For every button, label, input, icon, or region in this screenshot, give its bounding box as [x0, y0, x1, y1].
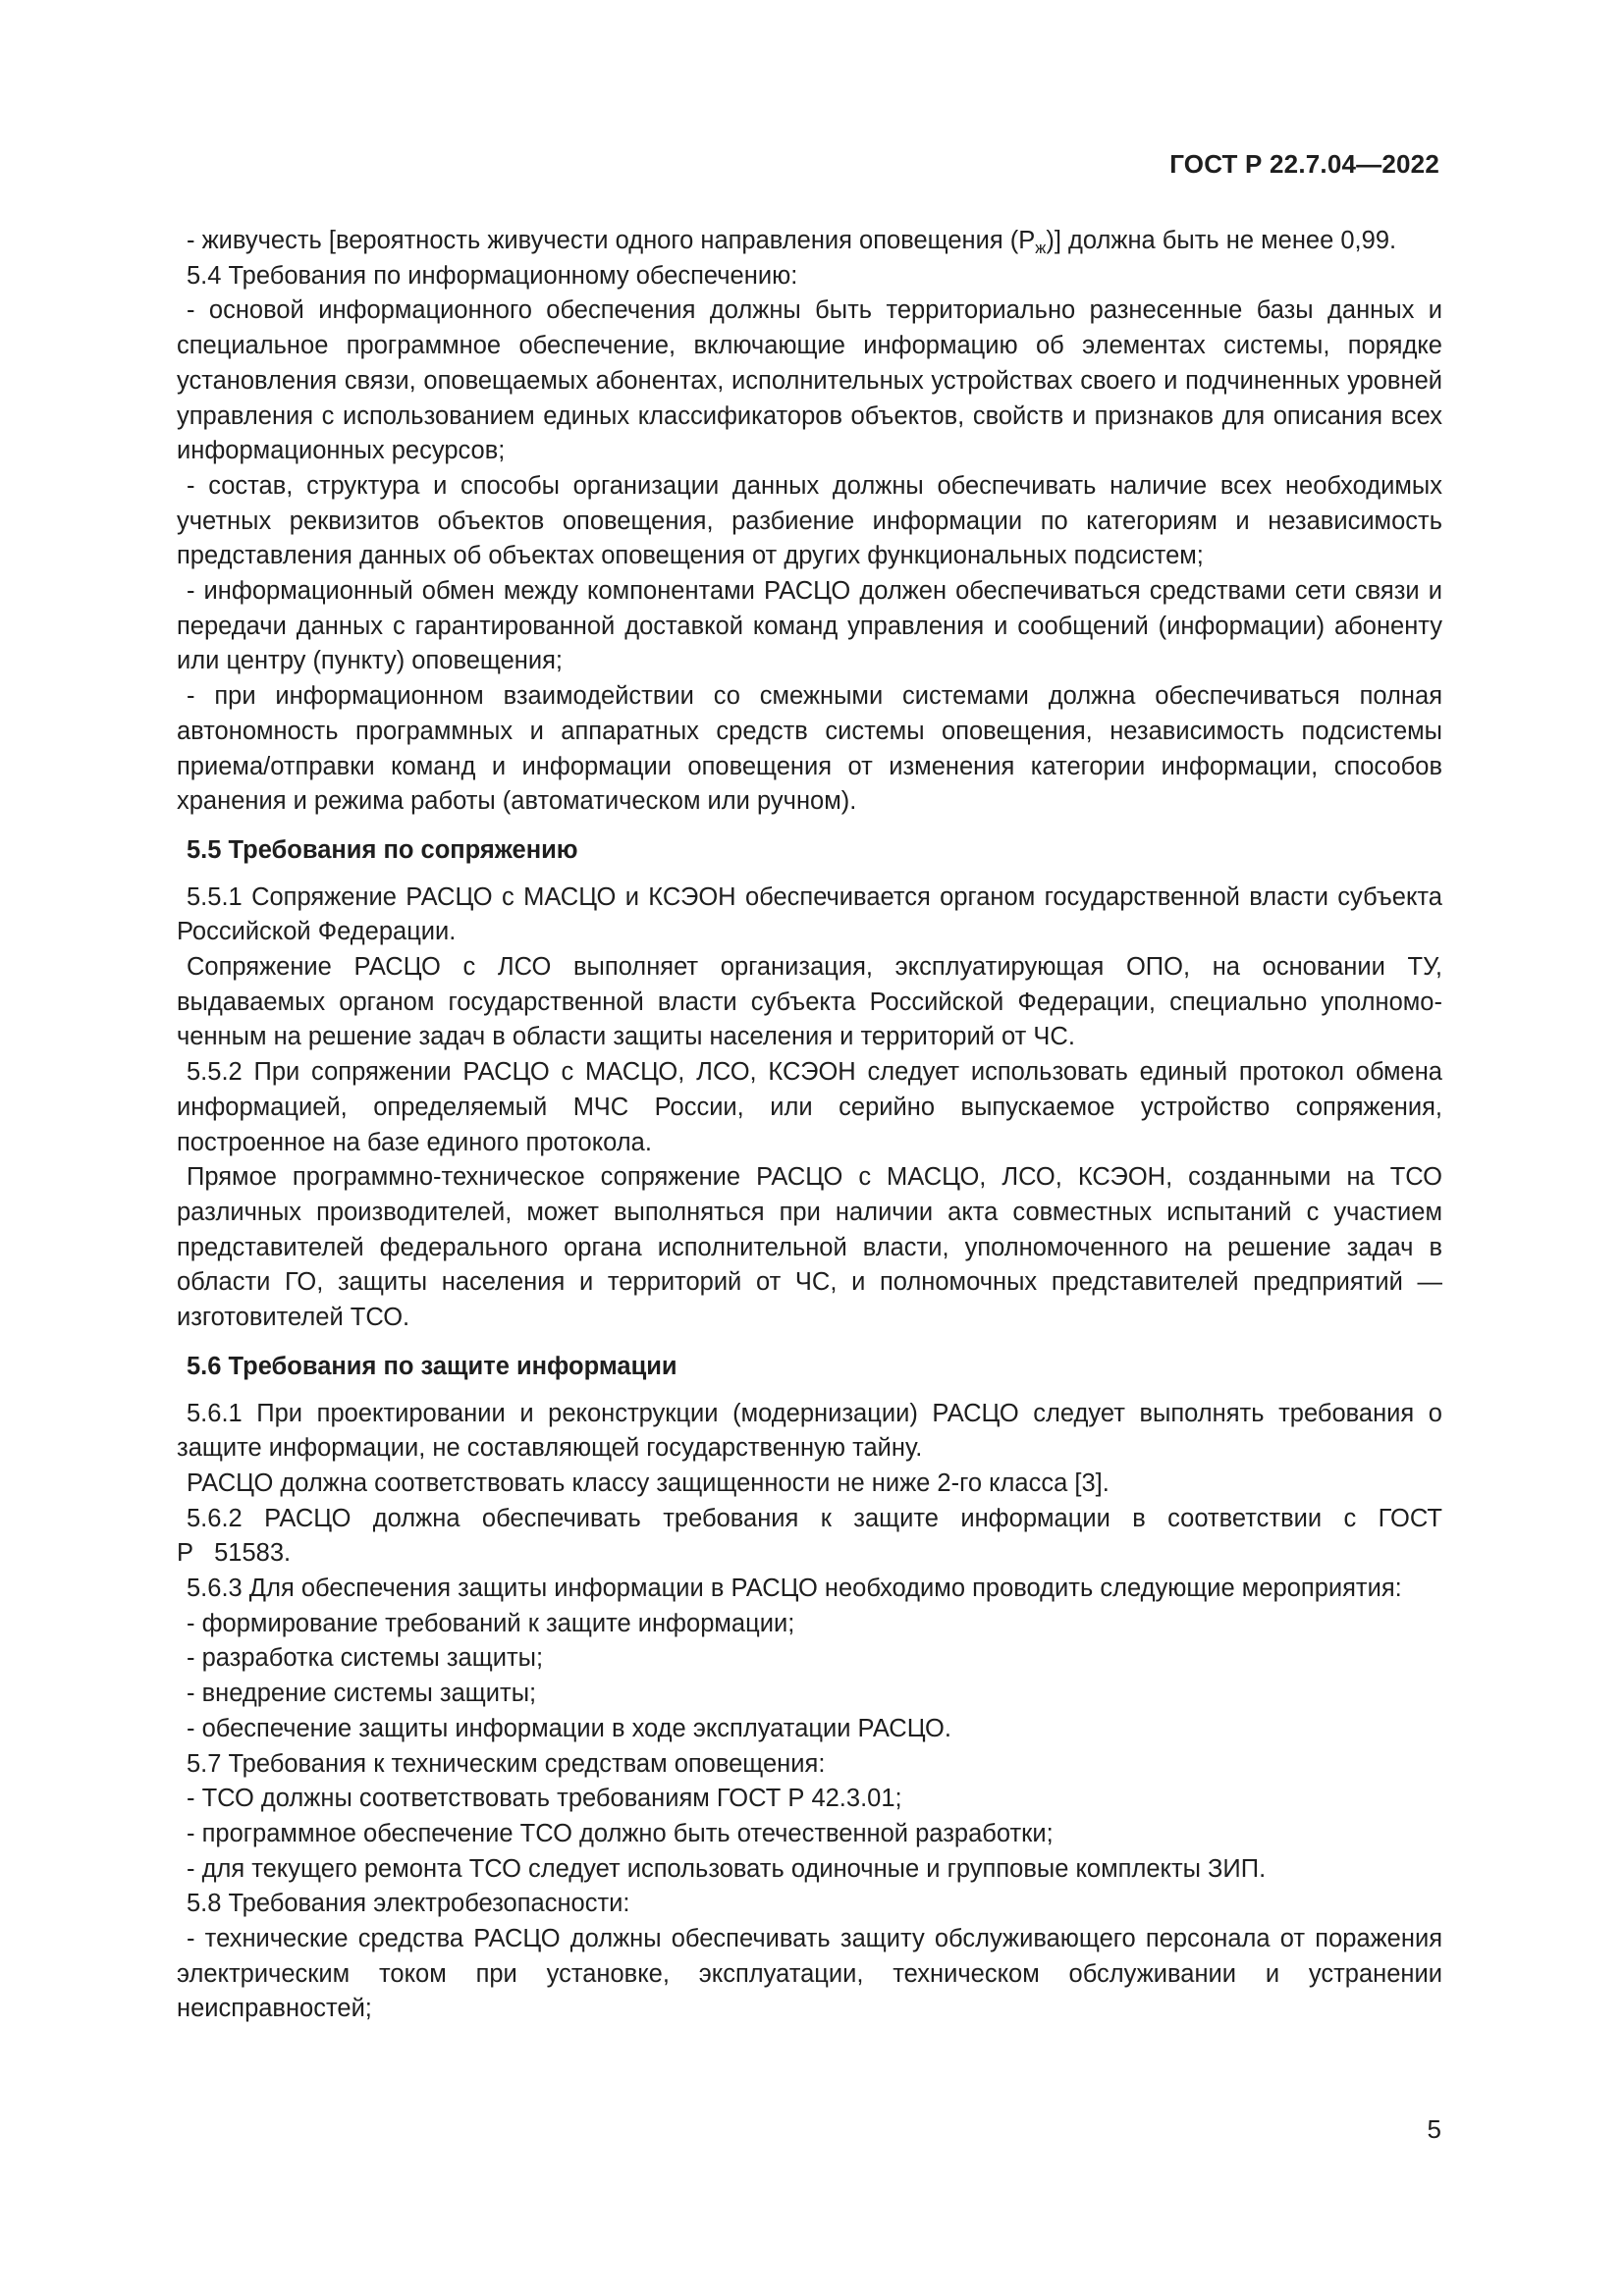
paragraph: Сопряжение РАСЦО с ЛСО выполняет организация, эксплуатирующая ОПО, на основании ТУ, выдаваемых органом государственной власти субъекта Российской Федерации, специально уполномоченным на решение задач в области защиты населения и территорий от ЧС.: [177, 953, 1442, 1051]
list-item: - обеспечение защиты информации в ходе эксплуатации РАСЦО.: [187, 1714, 951, 1742]
list-item: - разработка системы защиты;: [187, 1644, 544, 1673]
paragraph: Прямое программно-техническое сопряжение РАСЦО с МАСЦО, ЛСО, КСЭОН, созданными на ТСО различных производителей, может выполняться при наличии акта совместных испытаний с участием представителей федерального органа исполнительной власти, уполномоченного на решение задач в области ГО, защиты населения и территорий от ЧС, и полномочных представителей предприятий — изготовителей ТСО.: [177, 1163, 1442, 1332]
paragraph: РАСЦО должна соответствовать классу защищенности не ниже 2-го класса [3].: [187, 1468, 1110, 1497]
paragraph: [177, 224, 1442, 259]
subscript: ж: [1035, 238, 1047, 257]
paragraph: 5.6.2 РАСЦО должна обеспечивать требования к защите информации в соответствии с ГОСТ Р 51583.: [177, 1504, 1442, 1568]
list-item: - для текущего ремонта ТСО следует использовать одиночные и групповые комплекты ЗИП.: [187, 1854, 1267, 1883]
section-5-4-intro: 5.4 Требования по информационному обеспечению:: [187, 261, 798, 290]
paragraph: 5.5.2 При сопряжении РАСЦО с МАСЦО, ЛСО, КСЭОН следует использовать единый протокол обмена информацией, определяемый МЧС России, или серийно выпускаемое устройство сопряжения, построенное на базе единого протокола.: [177, 1058, 1442, 1156]
list-item: - ТСО должны соответствовать требованиям ГОСТ Р 42.3.01;: [187, 1785, 902, 1813]
paragraph-text: - живучесть [вероятность живучести одного направления оповещения (Р: [187, 227, 1036, 254]
page-number: 5: [1427, 2114, 1441, 2144]
list-item: - информационный обмен между компонентами РАСЦО должен обеспечиваться средствами сети связи и передачи данных с гарантированной доставкой команд управления и сообщений (информации) абоненту или центру (пункту) оповещения;: [177, 577, 1442, 675]
list-item: - состав, структура и способы организации данных должны обеспечивать наличие всех необходимых учетных реквизитов объектов оповещения, разбиение информации по категориям и независимость представления данных об объектах оповещения от других функциональных подсистем;: [177, 471, 1442, 570]
list-item: - формирование требований к защите информации;: [187, 1609, 795, 1637]
list-item: - основой информационного обеспечения должны быть территориально разнесенные базы данных и специальное программное обеспечение, включающие информацию об элементах системы, порядке установления связи, оповещаемых абонентах, исполнительных устройствах своего и подчиненных уровней управления с использованием единых классификаторов объектов, свойств и признаков для описания всех информационных ресурсов;: [177, 296, 1442, 465]
document-body: [177, 224, 1442, 2027]
section-heading-5-6: 5.6 Требования по защите информации: [187, 1352, 677, 1380]
section-heading-5-5: 5.5 Требования по сопряжению: [187, 835, 578, 864]
list-item: - технические средства РАСЦО должны обеспечивать защиту обслуживающего персонала от поражения электрическим током при установке, эксплуатации, техническом обслуживании и устранении неисправностей;: [177, 1925, 1442, 2023]
section-5-8-intro: 5.8 Требования электробезопасности:: [187, 1890, 630, 1918]
list-item: - при информационном взаимодействии со смежными системами должна обеспечиваться полная автономность программных и аппаратных средств системы оповещения, независимость подсистемы приема/отправки команд и информации оповещения от изменения категории информации, способов хранения и режима работы (автоматическом или ручном).: [177, 682, 1442, 816]
list-item: - внедрение системы защиты;: [187, 1680, 537, 1708]
paragraph: 5.6.1 При проектировании и реконструкции (модернизации) РАСЦО следует выполнять требования о защите информации, не составляющей государственную тайну.: [177, 1399, 1442, 1463]
list-item: - программное обеспечение ТСО должно быть отечественной разработки;: [187, 1819, 1054, 1847]
paragraph-text: )] должна быть не менее 0,99.: [1046, 227, 1397, 254]
paragraph: 5.5.1 Сопряжение РАСЦО с МАСЦО и КСЭОН обеспечивается органом государственной власти субъекта Российской Федерации.: [177, 882, 1442, 946]
paragraph: 5.6.3 Для обеспечения защиты информации в РАСЦО необходимо проводить следующие мероприятия:: [187, 1575, 1402, 1603]
document-code-header: ГОСТ Р 22.7.04—2022: [1169, 149, 1439, 179]
section-5-7-intro: 5.7 Требования к техническим средствам оповещения:: [187, 1749, 826, 1778]
